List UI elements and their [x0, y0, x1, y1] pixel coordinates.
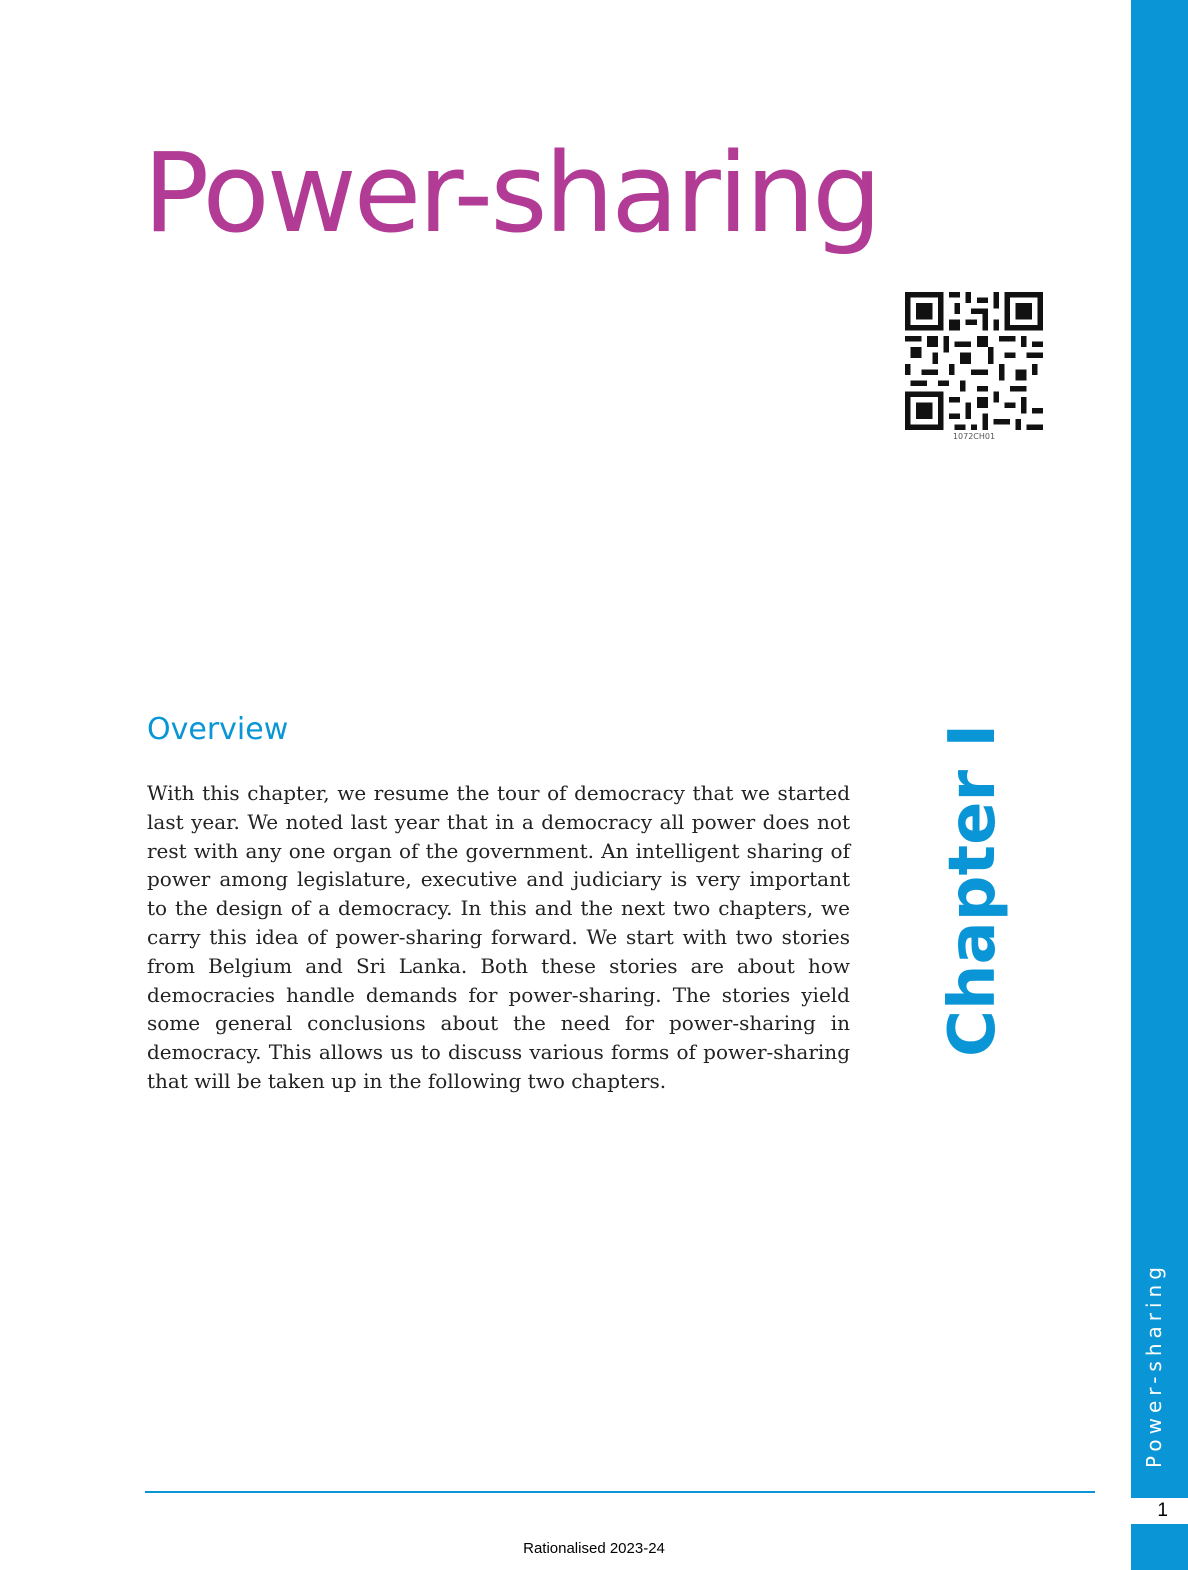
overview-heading: Overview [147, 712, 289, 747]
qr-code[interactable] [905, 292, 1051, 448]
qr-code-icon [905, 292, 1043, 430]
chapter-label: Chapter I [936, 723, 1010, 1057]
side-running-title: Power-sharing [1142, 1262, 1166, 1468]
chapter-title: Power-sharing [143, 129, 879, 257]
footer-divider [145, 1491, 1095, 1493]
page-number: 1 [1157, 1500, 1168, 1521]
footer-note: Rationalised 2023-24 [523, 1540, 665, 1557]
overview-paragraph: With this chapter, we resume the tour of democracy that we started last year. We noted last year that in a democracy all power does not rest with any one organ of the government. An intelligent sharing of power among legislature, executive and judiciary is very important to the design of a democracy. In this and the next two chapters, we carry this idea of power-sharing forward. We start with two stories from Belgium and Sri Lanka. Both these stories are about how democracies handle demands for power-sharing. The stories yield some general conclusions about the need for power-sharing in democracy. This allows us to discuss various forms of power-sharing that will be taken up in the following two chapters. [147, 781, 850, 1093]
qr-code-label: 1072CH01 [952, 432, 996, 441]
